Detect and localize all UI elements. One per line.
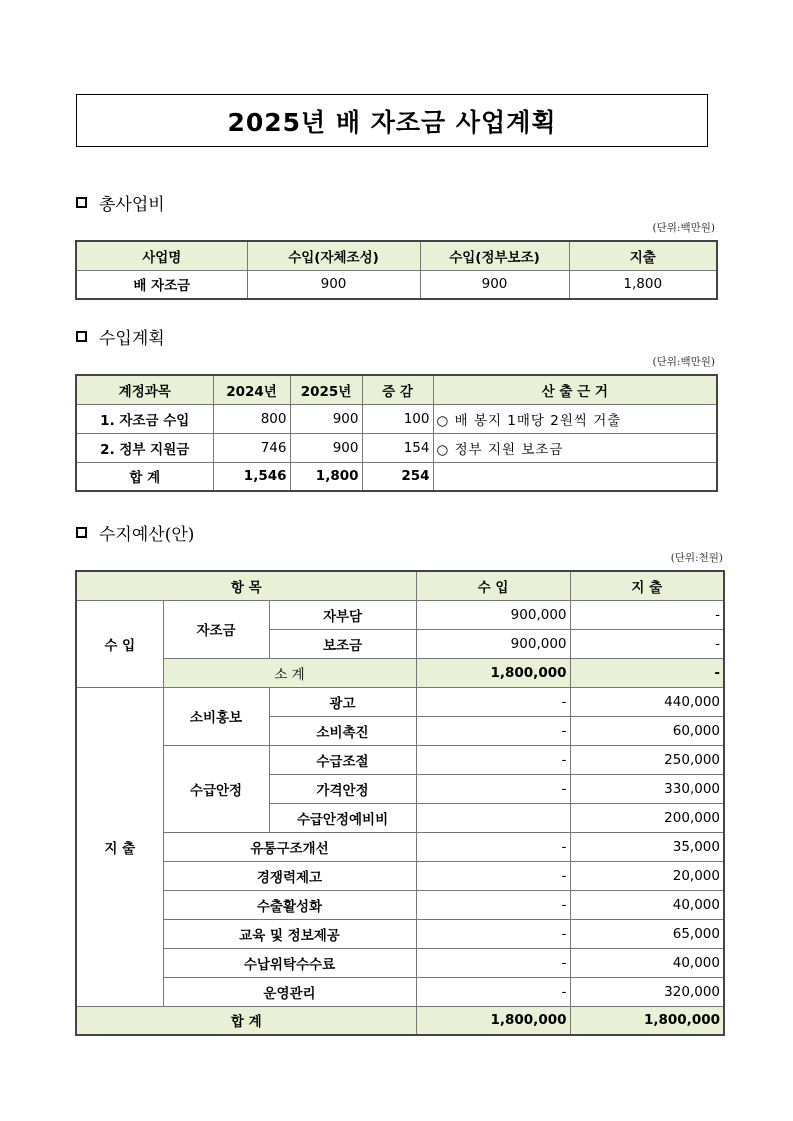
- cell: -: [416, 890, 570, 919]
- total-budget-table: [75, 240, 718, 300]
- group-cell: 자조금: [163, 600, 269, 658]
- cell: 900: [420, 270, 569, 299]
- cell: 254: [362, 462, 433, 491]
- cell: 수출활성화: [163, 890, 416, 919]
- section-title: 총사업비: [99, 195, 165, 215]
- cell: 1,800: [290, 462, 362, 491]
- header-cell: 수 입: [416, 571, 570, 600]
- cell: 1,800,000: [416, 1006, 570, 1035]
- cell: 2. 정부 지원금: [76, 433, 213, 462]
- expense-label-cell: 지 출: [76, 687, 163, 1006]
- cell: -: [416, 832, 570, 861]
- cell: 합 계: [76, 462, 213, 491]
- header-cell: 2025년: [290, 375, 362, 404]
- unit-label: (단위:백만원): [652, 356, 715, 368]
- cell: 35,000: [570, 832, 724, 861]
- header-cell: 계정과목: [76, 375, 213, 404]
- table-row: [76, 433, 717, 462]
- cell: 합 계: [76, 1006, 416, 1035]
- cell: 1,800,000: [416, 658, 570, 687]
- group-cell: 수급안정: [163, 745, 269, 832]
- cell: 800: [213, 404, 290, 433]
- table-header-row: [76, 375, 717, 404]
- checkbox-square-icon: [76, 331, 87, 342]
- header-cell: 증 감: [362, 375, 433, 404]
- section-title: 수입계획: [99, 329, 165, 349]
- table-row-total: [76, 462, 717, 491]
- cell: 소 계: [163, 658, 416, 687]
- table-header-row: [76, 241, 717, 270]
- cell: [416, 803, 570, 832]
- cell: 200,000: [570, 803, 724, 832]
- section-heading-budget: [76, 520, 194, 545]
- cell: 900,000: [416, 600, 570, 629]
- unit-label: (단위:백만원): [652, 222, 715, 234]
- budget-table: [75, 570, 725, 1036]
- cell: 경쟁력제고: [163, 861, 416, 890]
- group-cell: 소비홍보: [163, 687, 269, 745]
- table-row: [76, 977, 724, 1006]
- header-cell: 사업명: [76, 241, 247, 270]
- income-label-cell: 수 입: [76, 600, 163, 687]
- unit-label: (단위:천원): [670, 552, 723, 564]
- table-row: [76, 687, 724, 716]
- cell: 보조금: [269, 629, 416, 658]
- table-row: [76, 919, 724, 948]
- table-row: [76, 270, 717, 299]
- cell: 20,000: [570, 861, 724, 890]
- cell: 746: [213, 433, 290, 462]
- table-row: [76, 832, 724, 861]
- header-cell: 항 목: [76, 571, 416, 600]
- header-cell: 2024년: [213, 375, 290, 404]
- cell: -: [570, 600, 724, 629]
- table-row: [76, 404, 717, 433]
- cell: -: [416, 745, 570, 774]
- cell: 운영관리: [163, 977, 416, 1006]
- cell: 440,000: [570, 687, 724, 716]
- cell: ○ 배 봉지 1매당 2원씩 거출: [433, 404, 717, 433]
- header-cell: 수입(자체조성): [247, 241, 420, 270]
- cell: 65,000: [570, 919, 724, 948]
- cell: 100: [362, 404, 433, 433]
- cell: 250,000: [570, 745, 724, 774]
- page-title: 2025년 배 자조금 사업계획: [76, 94, 708, 147]
- cell: 수급안정예비비: [269, 803, 416, 832]
- section-title: 수지예산(안): [99, 525, 195, 545]
- cell: 교육 및 정보제공: [163, 919, 416, 948]
- cell: -: [416, 948, 570, 977]
- cell: 소비촉진: [269, 716, 416, 745]
- header-cell: 산 출 근 거: [433, 375, 717, 404]
- table-row: [76, 745, 724, 774]
- cell: 154: [362, 433, 433, 462]
- cell: 900,000: [416, 629, 570, 658]
- header-cell: 지출: [569, 241, 717, 270]
- cell: -: [570, 658, 724, 687]
- section-heading-total-budget: [76, 190, 165, 215]
- cell: -: [416, 919, 570, 948]
- cell: -: [570, 629, 724, 658]
- cell: -: [416, 977, 570, 1006]
- cell: 60,000: [570, 716, 724, 745]
- table-row: [76, 600, 724, 629]
- cell: 40,000: [570, 890, 724, 919]
- cell: 900: [290, 433, 362, 462]
- cell: 1,800,000: [570, 1006, 724, 1035]
- cell: 가격안정: [269, 774, 416, 803]
- cell: 320,000: [570, 977, 724, 1006]
- cell: 1,546: [213, 462, 290, 491]
- table-header-row: [76, 571, 724, 600]
- cell: [433, 462, 717, 491]
- section-heading-income-plan: [76, 324, 165, 349]
- table-row-subtotal: [76, 658, 724, 687]
- header-cell: 지 출: [570, 571, 724, 600]
- table-row-total: [76, 1006, 724, 1035]
- checkbox-square-icon: [76, 197, 87, 208]
- cell: 900: [290, 404, 362, 433]
- cell: 1,800: [569, 270, 717, 299]
- cell: 수급조절: [269, 745, 416, 774]
- cell: 수납위탁수수료: [163, 948, 416, 977]
- table-row: [76, 948, 724, 977]
- cell: -: [416, 687, 570, 716]
- cell: ○ 정부 지원 보조금: [433, 433, 717, 462]
- cell: 330,000: [570, 774, 724, 803]
- cell: 1. 자조금 수입: [76, 404, 213, 433]
- income-plan-table: [75, 374, 718, 492]
- table-row: [76, 861, 724, 890]
- cell: 배 자조금: [76, 270, 247, 299]
- checkbox-square-icon: [76, 527, 87, 538]
- cell: -: [416, 774, 570, 803]
- table-row: [76, 890, 724, 919]
- cell: -: [416, 716, 570, 745]
- cell: 자부담: [269, 600, 416, 629]
- cell: 광고: [269, 687, 416, 716]
- header-cell: 수입(정부보조): [420, 241, 569, 270]
- cell: -: [416, 861, 570, 890]
- cell: 900: [247, 270, 420, 299]
- cell: 유통구조개선: [163, 832, 416, 861]
- cell: 40,000: [570, 948, 724, 977]
